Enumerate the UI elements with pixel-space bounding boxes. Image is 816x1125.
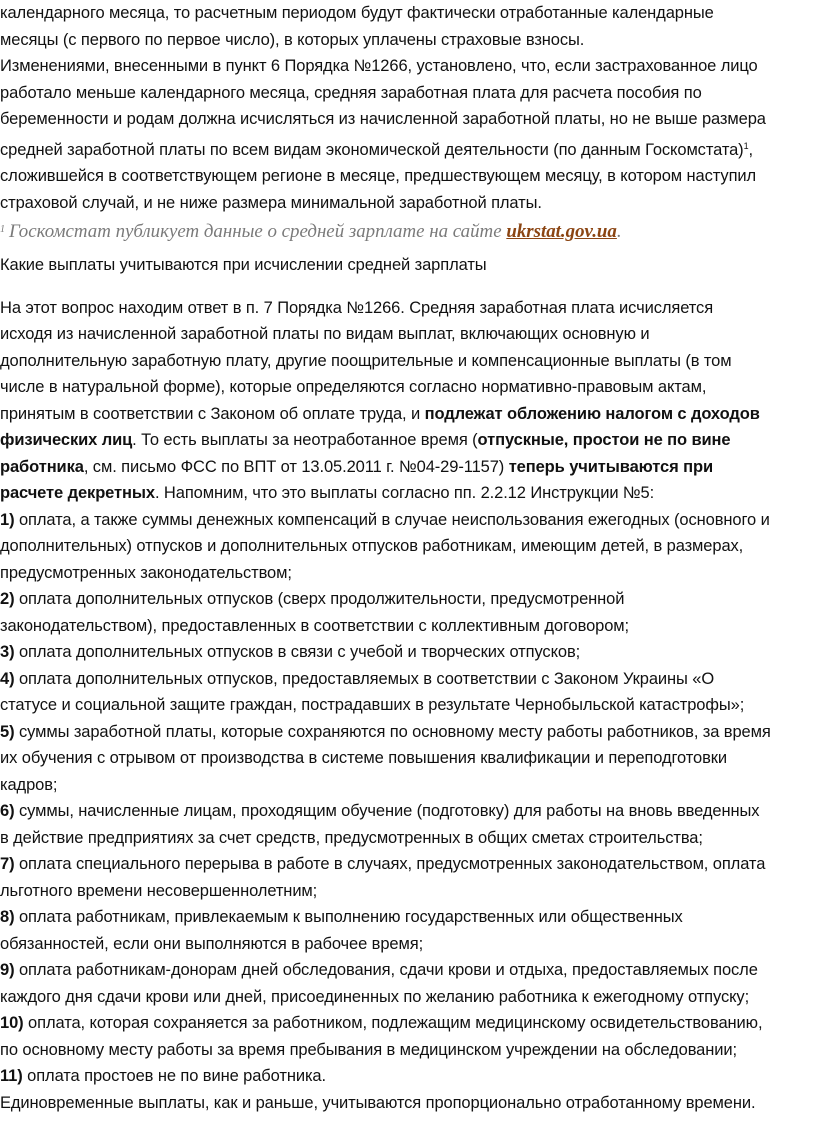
list-item-line: обязанностей, если они выполняются в рабочее время; <box>0 934 424 953</box>
emphasis-text: физических лиц <box>0 431 133 449</box>
list-item-line: статусе и социальной защите граждан, пострадавших в результате Чернобыльской катастрофы»; <box>0 696 745 714</box>
footnote <box>0 216 816 246</box>
list-item <box>0 1063 816 1090</box>
section-heading: Какие выплаты учитываются при исчислении средней зарплаты <box>0 256 487 274</box>
list-item <box>0 507 816 534</box>
list-item-line: законодательством), предоставленных в соответствии с коллективным договором; <box>0 616 630 635</box>
line-text: . Напомним, что это выплаты согласно пп. 2.2.12 Инструкции №5: <box>154 484 655 502</box>
item-number: 5) <box>0 722 15 741</box>
item-text: оплата специального перерыва в работе в случаях, предусмотренных законодательством, оплата <box>14 855 766 873</box>
item-text: оплата работникам-донорам дней обследования, сдачи крови и отдыха, предоставляемых после <box>14 961 758 979</box>
item-number: 7) <box>0 855 15 873</box>
paragraph-line <box>0 454 816 481</box>
spacer <box>0 279 816 295</box>
paragraph-line: На этот вопрос находим ответ в п. 7 Порядка №1266. Средняя заработная плата исчисляется <box>0 298 714 317</box>
item-text: оплата дополнительных отпусков в связи с учебой и творческих отпусков; <box>14 643 581 661</box>
list-item <box>0 851 816 878</box>
ukrstat-link[interactable]: ukrstat.gov.ua <box>506 221 617 242</box>
paragraph-line: беременности и родам должна исчисляться из начисленной заработной платы, но не выше размера <box>0 110 766 128</box>
item-number: 9) <box>0 961 15 979</box>
paragraph-line: календарного месяца, то расчетным периодом будут фактически отработанные календарные <box>0 4 714 22</box>
list-item <box>0 1010 816 1037</box>
paragraph-line: Изменениями, внесенными в пункт 6 Порядка №1266, установлено, что, если застрахованное лицо <box>0 57 758 75</box>
line-text: средней заработной платы по всем видам экономической деятельности (по данным Госкомстата) <box>0 140 744 159</box>
footnote-text: Госкомстат публикует данные о средней зарплате на сайте <box>9 221 507 242</box>
paragraph-line <box>0 133 816 164</box>
emphasis-text: расчете декретных <box>0 484 155 502</box>
item-number: 2) <box>0 590 15 608</box>
paragraph-line: сложившейся в соответствующем регионе в месяце, предшествующем месяцу, в котором наступил <box>0 167 757 185</box>
line-text: , <box>748 140 753 159</box>
item-number: 8) <box>0 908 15 926</box>
paragraph-line <box>0 401 816 428</box>
closing-paragraph: Единовременные выплаты, как и раньше, учитываются пропорционально отработанному времени. <box>0 1093 756 1112</box>
paragraph-line <box>0 480 816 507</box>
item-text: суммы, начисленные лицам, проходящим обучение (подготовку) для работы на вновь введенных <box>14 802 760 820</box>
item-text: оплата дополнительных отпусков (сверх продолжительности, предусмотренной <box>14 590 625 608</box>
list-item <box>0 666 816 693</box>
list-item-line: предусмотренных законодательством; <box>0 563 292 582</box>
paragraph-line: страховой случай, и не ниже размера минимальной заработной платы. <box>0 193 542 212</box>
list-item <box>0 586 816 613</box>
list-item-line: в действие предприятиях за счет средств, предусмотренных в общих сметах строительства; <box>0 828 703 847</box>
emphasis-text: подлежат обложению налогом с доходов <box>424 404 760 423</box>
paragraph-line: месяцы (с первого по первое число), в которых уплачены страховые взносы. <box>0 30 585 49</box>
list-item-line: льготного времени несовершеннолетним; <box>0 881 318 900</box>
item-number: 3) <box>0 643 15 661</box>
item-number: 1) <box>0 510 15 529</box>
emphasis-text: работника <box>0 457 84 476</box>
item-text: оплата простоев не по вине работника. <box>22 1067 326 1085</box>
item-text: оплата работникам, привлекаемым к выполнению государственных или общественных <box>14 908 683 926</box>
list-item-line: по основному месту работы за время пребывания в медицинском учреждении на обследовании; <box>0 1040 737 1059</box>
list-item <box>0 798 816 825</box>
list-item-line: каждого дня сдачи крови или дней, присоединенных по желанию работника к ежегодному отпуску; <box>0 987 750 1006</box>
item-number: 6) <box>0 802 15 820</box>
line-text: . То есть выплаты за неотработанное время ( <box>132 431 478 449</box>
line-text: , см. письмо ФСС по ВПТ от 13.05.2011 г. №04-29-1157) <box>83 457 509 476</box>
paragraph-line <box>0 427 816 454</box>
item-text: суммы заработной платы, которые сохраняются по основному месту работы работников, за время <box>14 722 771 741</box>
list-item-line: их обучения с отрывом от производства в системе повышения квалификации и переподготовки <box>0 749 728 767</box>
item-text: оплата дополнительных отпусков, предоставляемых в соответствии с Законом Украины «О <box>14 669 715 688</box>
item-number: 11) <box>0 1067 23 1085</box>
line-text: принятым в соответствии с Законом об оплате труда, и <box>0 404 425 423</box>
item-text: оплата, которая сохраняется за работником, подлежащим медицинскому освидетельствованию, <box>23 1014 763 1032</box>
emphasis-text: отпускные, простои не по вине <box>477 431 731 449</box>
paragraph-line: исходя из начисленной заработной платы по видам выплат, включающих основную и <box>0 325 650 343</box>
list-item-line: дополнительных) отпусков и дополнительных отпусков работникам, имеющим детей, в размерах, <box>0 537 744 555</box>
item-number: 4) <box>0 669 15 688</box>
list-item <box>0 904 816 931</box>
item-number: 10) <box>0 1014 24 1032</box>
footnote-mark: 1 <box>0 224 5 235</box>
footnote-end: . <box>616 221 622 242</box>
list-item-line: кадров; <box>0 775 58 794</box>
list-item <box>0 639 816 666</box>
paragraph-line: дополнительную заработную плату, другие поощрительные и компенсационные выплаты (в том <box>0 351 732 370</box>
list-item <box>0 719 816 746</box>
paragraph-line: числе в натуральной форме), которые определяются согласно нормативно-правовым актам, <box>0 378 707 396</box>
footnote-reference[interactable]: 1 <box>743 140 749 151</box>
item-text: оплата, а также суммы денежных компенсаций в случае неиспользования ежегодных (основного и <box>14 510 770 529</box>
emphasis-text: теперь учитываются при <box>508 457 713 476</box>
list-item <box>0 957 816 984</box>
paragraph-line: работало меньше календарного месяца, средняя заработная плата для расчета пособия по <box>0 83 702 102</box>
